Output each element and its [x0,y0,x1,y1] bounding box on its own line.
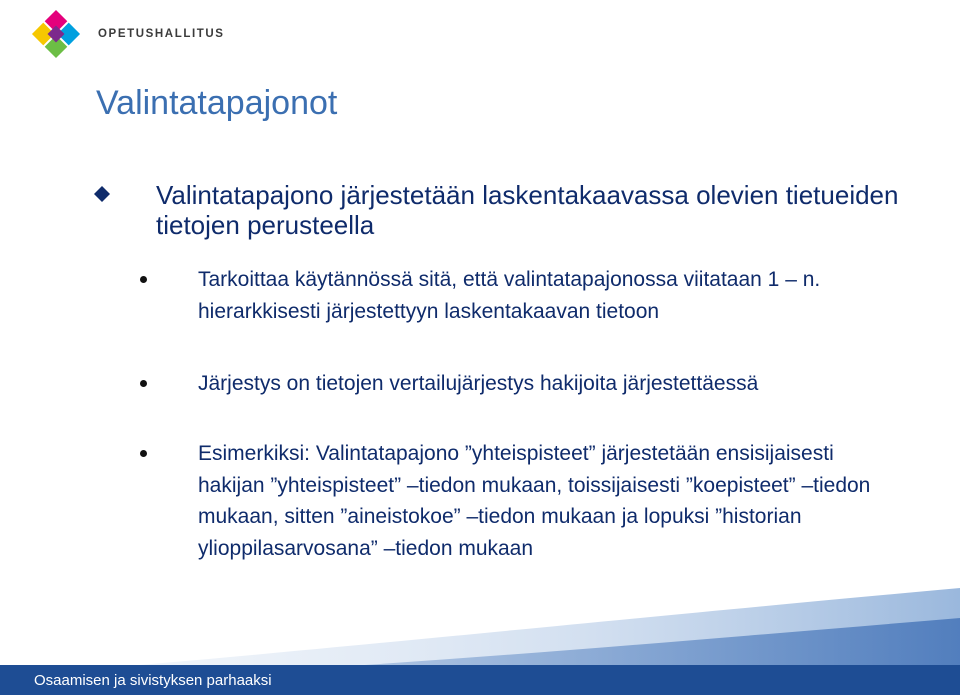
slide-title: Valintatapajonot [96,84,338,122]
header-logo [30,8,225,60]
sub-bullet-text: Järjestys on tietojen vertailujärjestys hakijoita järjestettäessä [198,372,759,395]
sub-bullet-text: Esimerkiksi: Valintatapajono ”yhteispisteet” järjestetään ensisijaisesti hakijan ”yhteispisteet” –tiedon mukaan, toissijaisesti ”koepisteet” –tiedon mukaan, sitten ”aineistokoe” –tiedon mukaan ja lopuksi ”historian ylioppilasarvosana” –tiedon mukaan [198,442,871,560]
round-bullet-icon [140,380,147,387]
round-bullet-icon [140,450,147,457]
diamond-bullet-icon [94,186,110,202]
logo-text: OPETUSHALLITUS [98,28,225,40]
sub-bullet-text: Tarkoittaa käytännössä sitä, että valintatapajonossa viitataan 1 – n. hierarkkisesti järjestettyyn laskentakaavan tietoon [198,268,821,323]
opetushallitus-diamond-logo-icon [30,8,82,60]
footer-tagline: Osaamisen ja sivistyksen parhaaksi [34,672,272,689]
footer-bar [0,665,960,695]
round-bullet-icon [140,276,147,283]
main-bullet-text: Valintatapajono järjestetään laskentakaavassa olevien tietueiden tietojen perusteella [156,180,899,240]
